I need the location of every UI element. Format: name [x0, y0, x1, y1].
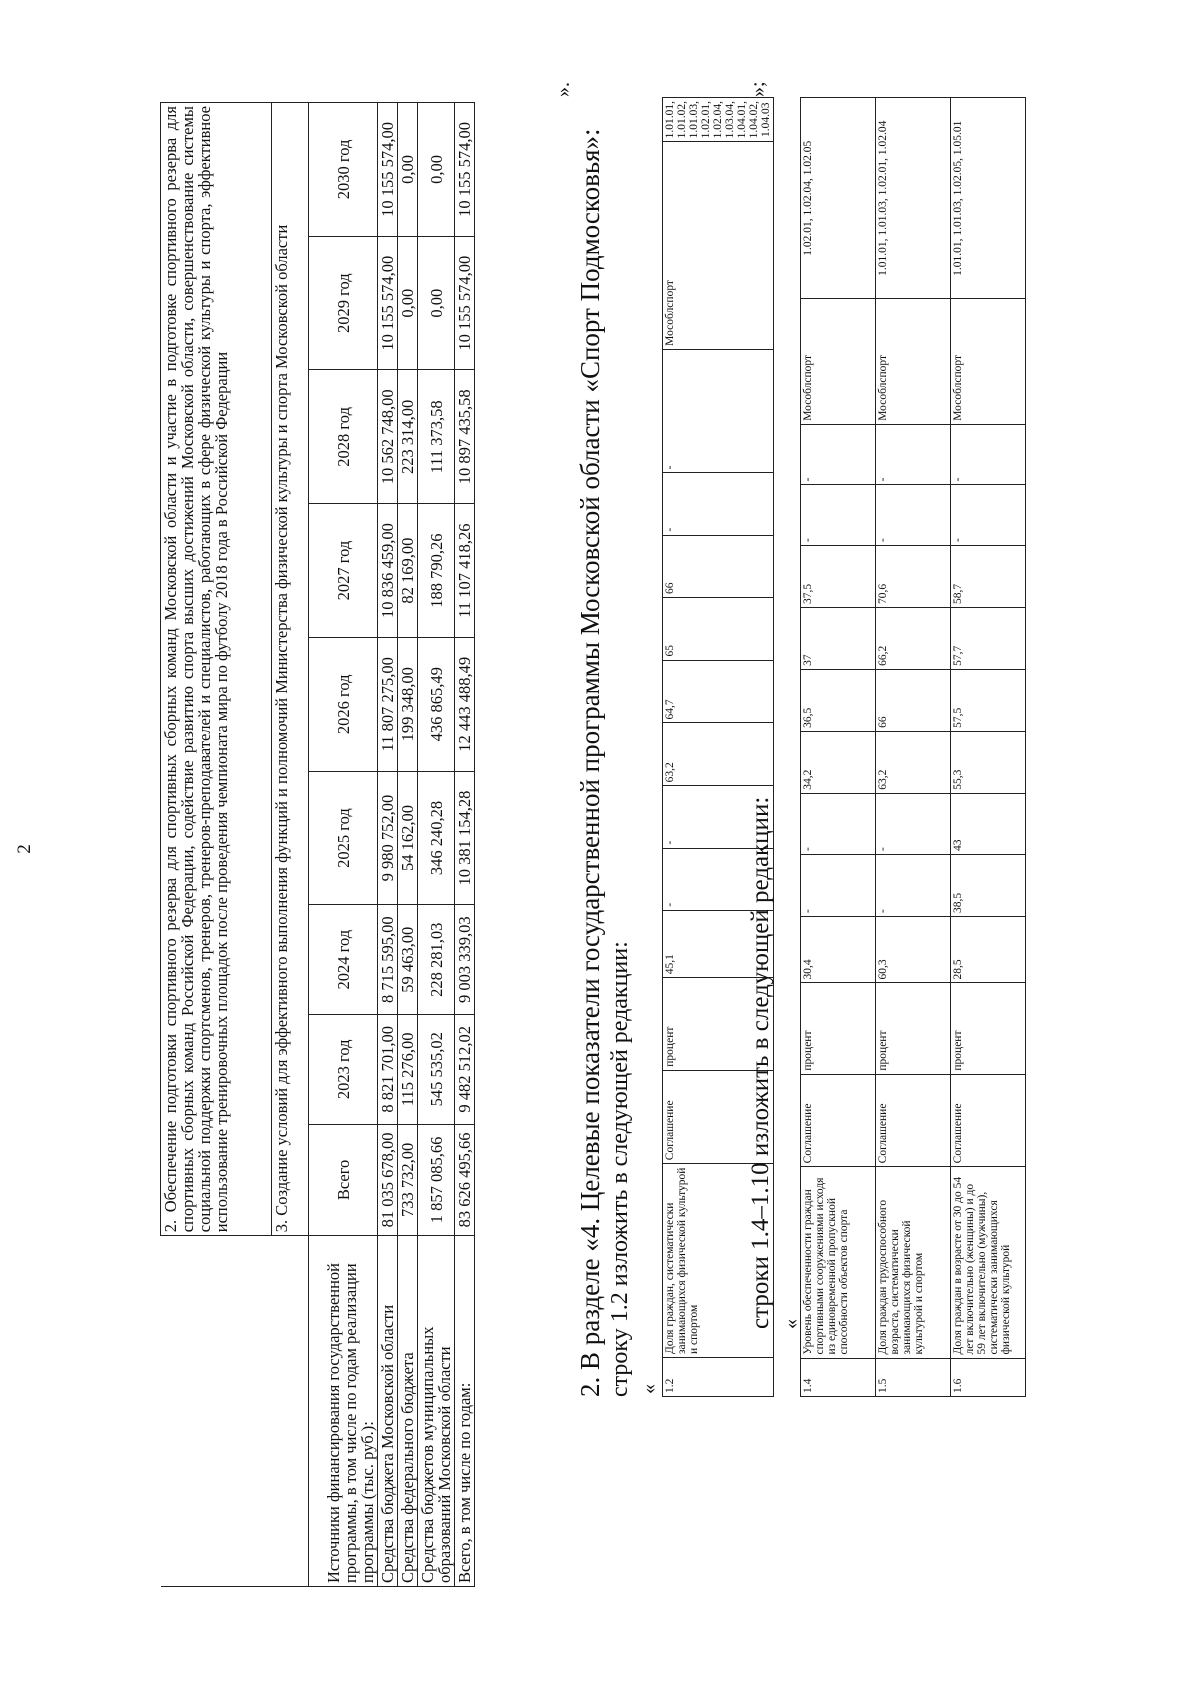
value-cell: 45,1 [663, 910, 774, 978]
value-cell: 0,00 [418, 236, 455, 370]
table-row [398, 103, 418, 1587]
links: 1.01.01, 1.01.03, 1.02.01, 1.02.04 [876, 98, 951, 299]
funding-table [160, 102, 475, 1587]
value-cell: - [801, 793, 876, 854]
col-header: 2030 год [309, 103, 378, 237]
row-num: 1.6 [951, 1358, 1026, 1396]
value-cell: 10 155 574,00 [455, 103, 475, 237]
value-cell: - [876, 855, 951, 917]
value-cell: 63,2 [663, 723, 774, 786]
indicator-type: Соглашение [801, 1074, 876, 1167]
value-cell: 8 715 595,00 [378, 905, 398, 1015]
value-cell: 188 790,26 [418, 504, 455, 638]
col-header: 2025 год [309, 771, 378, 905]
value-cell: 10 836 459,00 [378, 504, 398, 638]
value-cell: 9 980 752,00 [378, 771, 398, 905]
col-header: 2026 год [309, 637, 378, 771]
indicator-table-1-4 [800, 97, 1026, 1397]
opening-quote: « [780, 1319, 802, 1329]
indicator-name: Уровень обеспеченности граждан спортивными сооружениями исходя из единовременной пропускной способности объектов спорта [801, 1167, 876, 1358]
value-cell: - [663, 473, 774, 535]
value-cell: 115 276,00 [398, 1014, 418, 1124]
indicator-unit: процент [663, 978, 774, 1070]
value-cell: 8 821 701,00 [378, 1014, 398, 1124]
col-header: 2029 год [309, 236, 378, 370]
value-cell: 60,3 [876, 916, 951, 983]
value-cell: 83 626 495,66 [455, 1124, 475, 1236]
value-cell: 0,00 [418, 103, 455, 237]
value-cell: 346 240,28 [418, 771, 455, 905]
row-num: 1.4 [801, 1358, 876, 1396]
value-cell: 82 169,00 [398, 504, 418, 638]
value-cell: 0,00 [398, 236, 418, 370]
value-cell: 30,4 [801, 916, 876, 983]
table-row [378, 103, 398, 1587]
col-header: 2028 год [309, 370, 378, 504]
row-label: Средства федерального бюджета [398, 1236, 418, 1587]
value-cell: 28,5 [951, 916, 1026, 983]
value-cell: 43 [951, 793, 1026, 854]
value-cell: 223 314,00 [398, 370, 418, 504]
page-number: 2 [14, 844, 35, 854]
value-cell: 11 107 418,26 [455, 504, 475, 638]
value-cell: 64,7 [663, 660, 774, 723]
table-row [801, 98, 876, 1397]
value-cell: 36,5 [801, 669, 876, 731]
responsible: Мособлспорт [801, 299, 876, 424]
value-cell: 10 381 154,28 [455, 771, 475, 905]
closing-quote: »; [747, 81, 769, 97]
goal-2-text: 2. Обеспечение подготовки спортивного резерва для спортивных сборных команд Московской области и участие в подготовке спортивного резерва для спортивных сборных команд Российской Федерации, содействие развитию спорта высших достижений Московской области, совершенствование системы социальной поддержки спортсменов, тренеров, тренеров-преподавателей и специалистов, работающих в сфере физической культуры и спорта, эффективное использование тренировочных площадок после проведения чемпионата мира по футболу 2018 года в Российской Федерации [161, 103, 272, 1236]
row-num: 1.2 [663, 1358, 774, 1397]
value-cell: 65 [663, 598, 774, 661]
value-cell: 10 897 435,58 [455, 370, 475, 504]
table-row [951, 98, 1026, 1397]
value-cell: 545 535,02 [418, 1014, 455, 1124]
table-row [876, 98, 951, 1397]
indicator-type: Соглашение [876, 1074, 951, 1167]
value-cell: - [663, 786, 774, 848]
value-cell: 436 865,49 [418, 637, 455, 771]
row-num: 1.5 [876, 1358, 951, 1396]
funding-header-label: Источники финансирования государственной программы, в том числе по годам реализации программы (тыс. руб.): [309, 1236, 378, 1587]
value-cell: 37,5 [801, 546, 876, 608]
indicator-unit: процент [801, 983, 876, 1074]
value-cell: 37 [801, 607, 876, 669]
value-cell: - [876, 424, 951, 485]
value-cell: - [801, 855, 876, 917]
value-cell: 63,2 [876, 731, 951, 793]
value-cell: - [801, 424, 876, 485]
row-label: Средства бюджетов муниципальных образований Московской области [418, 1236, 455, 1587]
value-cell: 38,5 [951, 855, 1026, 917]
value-cell: 10 155 574,00 [455, 236, 475, 370]
value-cell: 10 155 574,00 [378, 236, 398, 370]
responsible: Мособлспорт [663, 142, 774, 349]
value-cell: 1 857 085,66 [418, 1124, 455, 1236]
blank-cell [161, 1236, 309, 1587]
row-1-2-paragraph: строку 1.2 изложить в следующей редакции: [607, 941, 633, 1397]
indicator-type: Соглашение [951, 1074, 1026, 1167]
value-cell: 111 373,58 [418, 370, 455, 504]
indicator-name: Доля граждан, систематически занимающихся физической культурой и спортом [663, 1164, 774, 1358]
opening-quote: « [638, 1384, 660, 1394]
col-header: 2024 год [309, 905, 378, 1015]
value-cell: 733 732,00 [398, 1124, 418, 1236]
value-cell: 66,2 [876, 607, 951, 669]
value-cell: 34,2 [801, 731, 876, 793]
value-cell: 59 463,00 [398, 905, 418, 1015]
section-4-paragraph: 2. В разделе «4. Целевые показатели государственной программы Московской области «Спорт Подмосковья»: [575, 128, 605, 1397]
value-cell: 228 281,03 [418, 905, 455, 1015]
indicator-name: Доля граждан трудоспособного возраста, систематически занимающихся физической культурой и спортом [876, 1167, 951, 1358]
value-cell: 57,5 [951, 669, 1026, 731]
value-cell: - [951, 485, 1026, 546]
row-label: Средства бюджета Московской области [378, 1236, 398, 1587]
indicator-type: Соглашение [663, 1070, 774, 1163]
value-cell: 12 443 488,49 [455, 637, 475, 771]
links: 1.02.01, 1.02.04, 1.02.05 [801, 98, 876, 299]
value-cell: 9 003 339,03 [455, 905, 475, 1015]
value-cell: 11 807 275,00 [378, 637, 398, 771]
table-row [455, 103, 475, 1587]
value-cell: 55,3 [951, 731, 1026, 793]
value-cell: - [663, 349, 774, 473]
col-header: 2027 год [309, 504, 378, 638]
value-cell: 70,6 [876, 546, 951, 608]
value-cell: - [876, 485, 951, 546]
value-cell: 66 [876, 669, 951, 731]
value-cell: - [801, 485, 876, 546]
closing-quote: ». [552, 82, 574, 97]
rows-1-4-paragraph: строки 1.4–1.10 изложить в следующей редакции: [747, 796, 774, 1329]
value-cell: - [951, 424, 1026, 485]
value-cell: 9 482 512,02 [455, 1014, 475, 1124]
value-cell: 58,7 [951, 546, 1026, 608]
value-cell: 10 562 748,00 [378, 370, 398, 504]
responsible: Мособлспорт [951, 299, 1026, 424]
value-cell: 66 [663, 535, 774, 598]
col-header: Всего [309, 1124, 378, 1236]
value-cell: 81 035 678,00 [378, 1124, 398, 1236]
indicator-unit: процент [876, 983, 951, 1074]
value-cell: - [876, 793, 951, 854]
responsible: Мособлспорт [876, 299, 951, 424]
col-header: 2023 год [309, 1014, 378, 1124]
table-row [418, 103, 455, 1587]
row-label: Всего, в том числе по годам: [455, 1236, 475, 1587]
value-cell: - [663, 848, 774, 910]
value-cell: 54 162,00 [398, 771, 418, 905]
value-cell: 199 348,00 [398, 637, 418, 771]
indicator-unit: процент [951, 983, 1026, 1074]
value-cell: 57,7 [951, 607, 1026, 669]
indicator-name: Доля граждан в возрасте от 30 до 54 лет включительно (женщины) и до 59 лет включительно (мужчины), систематически занимающихся физической культурой [951, 1167, 1026, 1358]
value-cell: 10 155 574,00 [378, 103, 398, 237]
value-cell: 0,00 [398, 103, 418, 237]
links: 1.01.01, 1.01.02, 1.01.03, 1.02.01, 1.02.04, 1.03.04, 1.04.01, 1.04.02, 1.04.03 [663, 98, 774, 142]
goal-3-text: 3. Создание условий для эффективного выполнения функций и полномочий Министерства физической культуры и спорта Московской области [272, 103, 309, 1236]
links: 1.01.01, 1.01.03, 1.02.05, 1.05.01 [951, 98, 1026, 299]
